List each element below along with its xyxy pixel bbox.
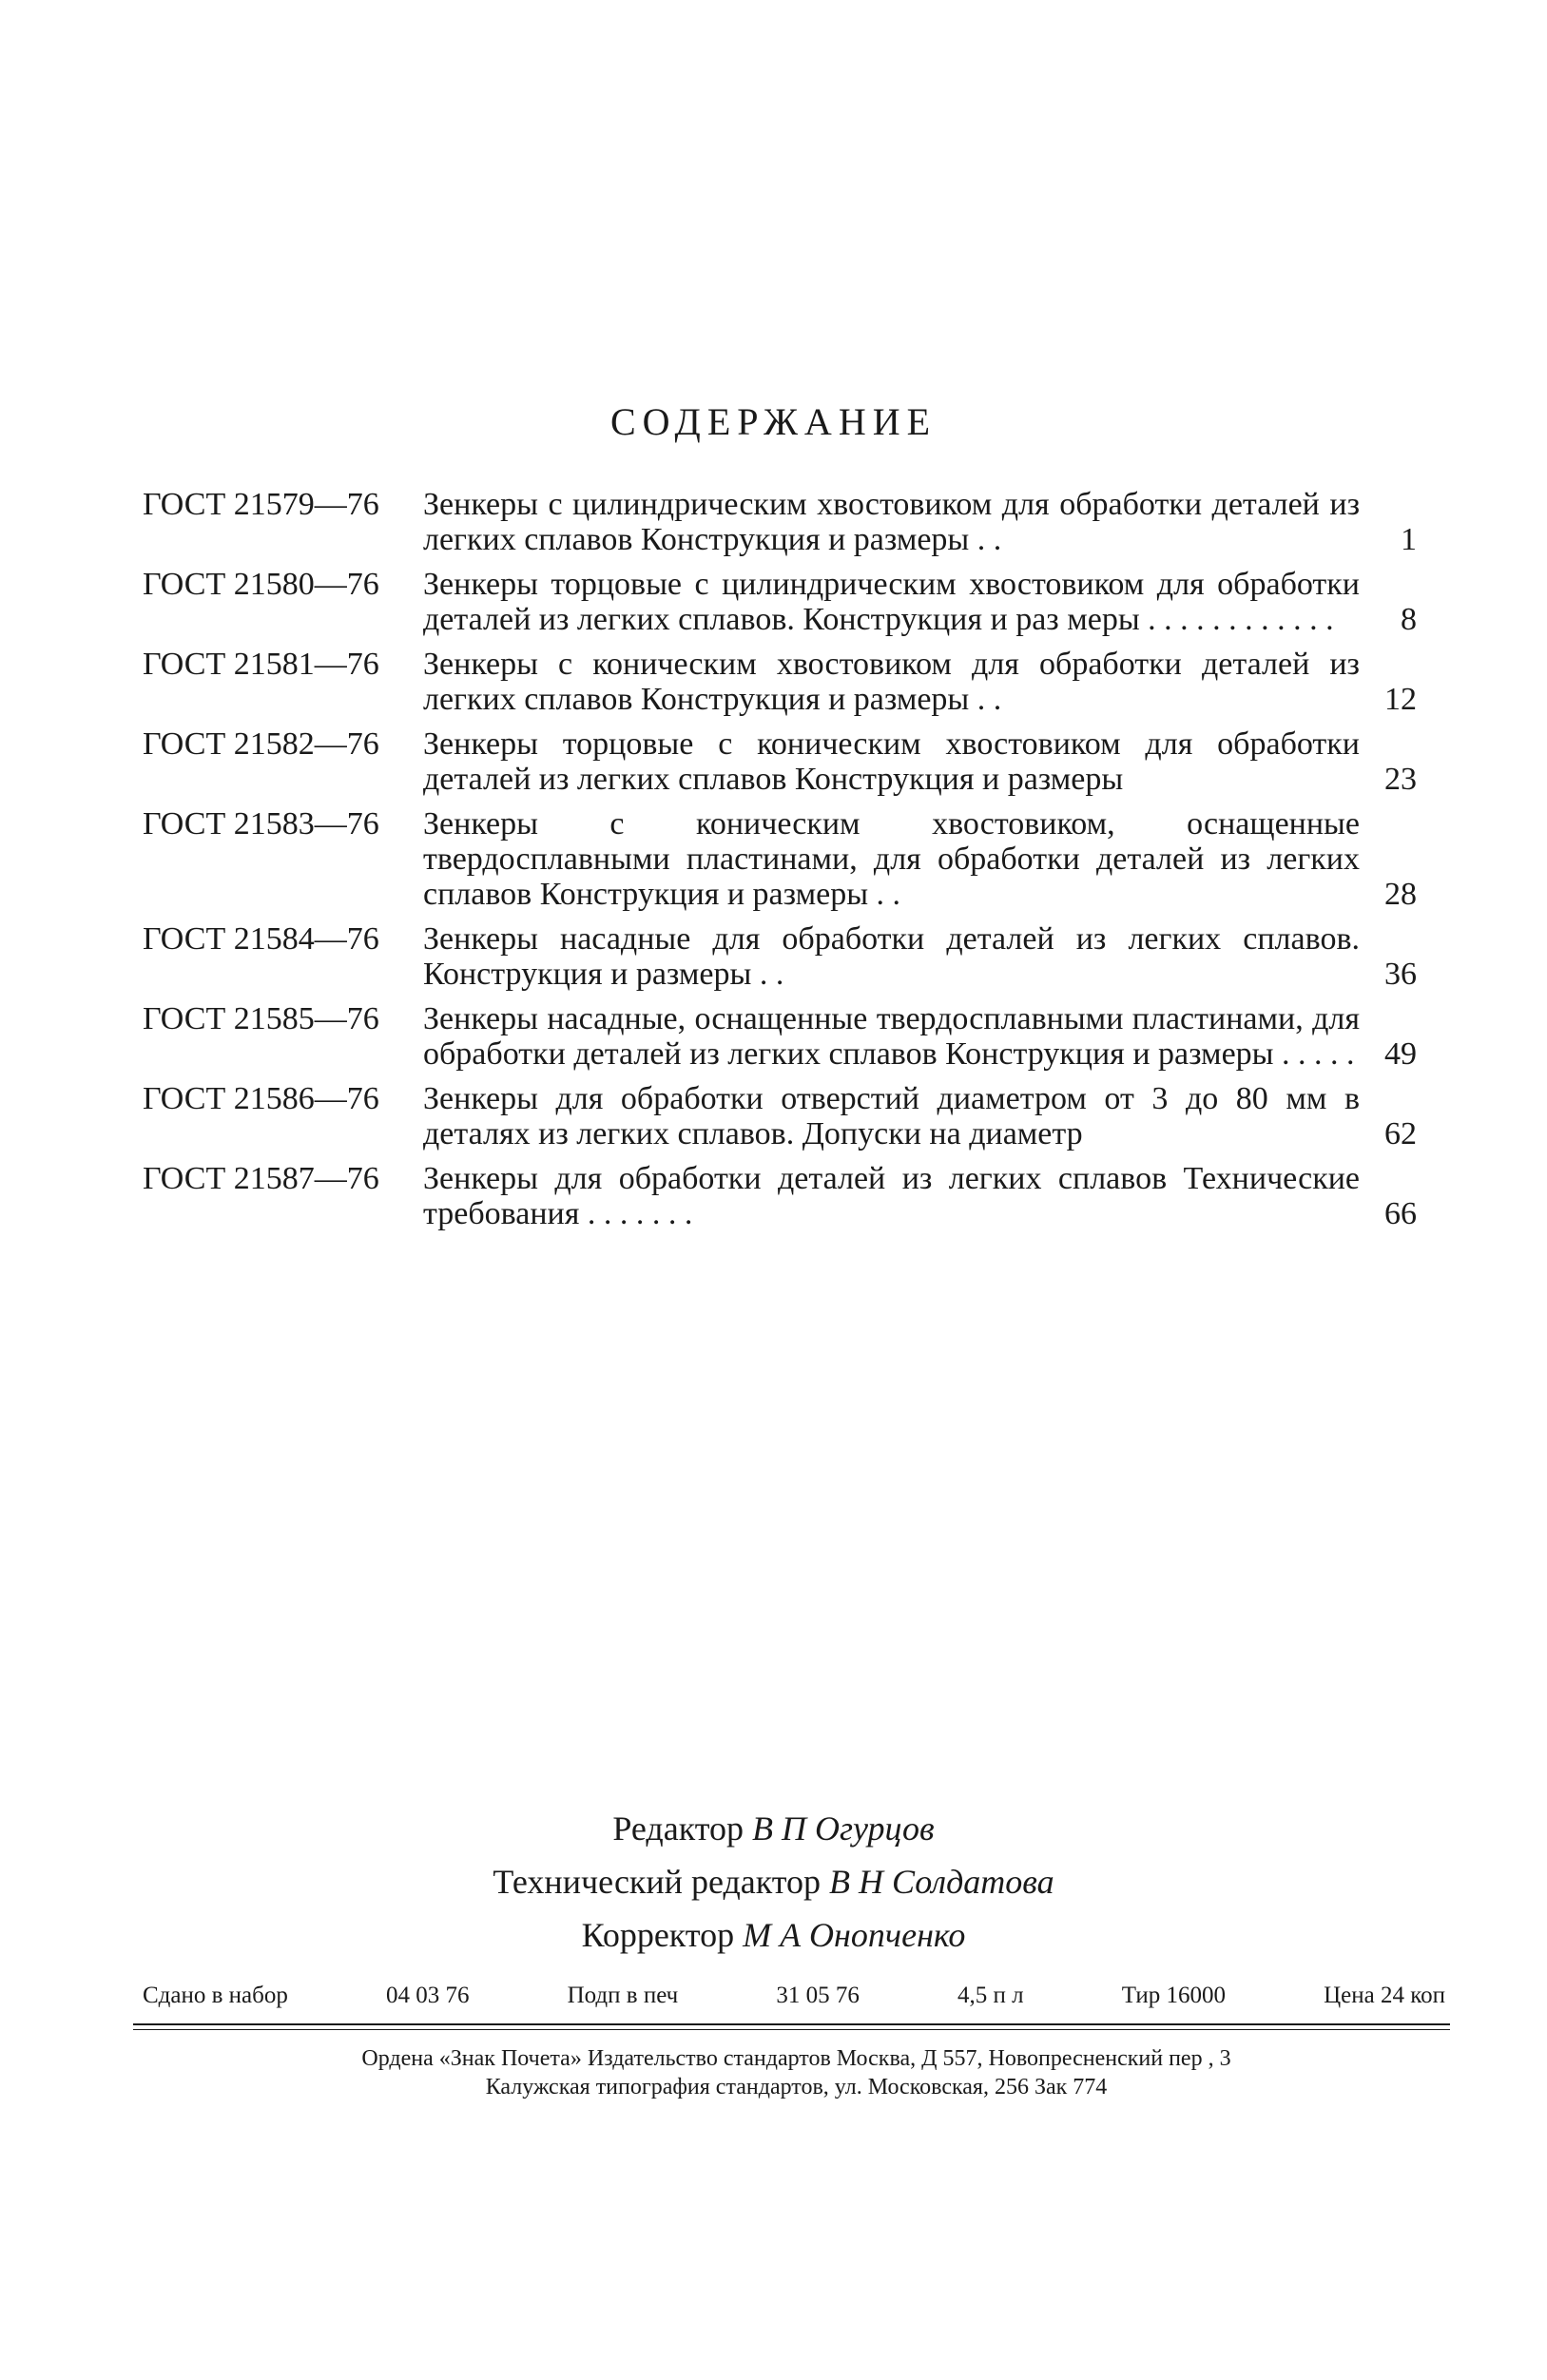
toc-entry-page: 12: [1384, 682, 1417, 717]
toc-entry-code: ГОСТ 21582—76: [143, 726, 379, 762]
toc-entry-page: 62: [1384, 1116, 1417, 1151]
toc-entry-title: Зенкеры с цилиндрическим хвостовиком для обработки деталей из легких сплавов Конструкция и размеры . .: [423, 487, 1360, 557]
editor-name: В П Огурцов: [752, 1809, 935, 1848]
publisher-line: Ордена «Знак Почета» Издательство стандартов Москва, Д 557, Новопресненский пер , 3: [361, 2046, 1231, 2071]
price: Цена 24 коп: [1324, 1983, 1445, 2008]
corrector-role: Корректор: [581, 1916, 735, 1954]
toc-entry-code: ГОСТ 21585—76: [143, 1001, 379, 1036]
circulation: Тир 16000: [1121, 1983, 1226, 2008]
editor-credit: [0, 1802, 1547, 1855]
toc-entry-page: 28: [1384, 877, 1417, 912]
toc-entry: [143, 487, 1417, 557]
publisher-imprint: [133, 2044, 1460, 2101]
toc-entry: [143, 806, 1417, 912]
toc-entry: [143, 726, 1417, 797]
signed-label: Подп в печ: [567, 1983, 679, 2008]
toc-entry-code: ГОСТ 21580—76: [143, 567, 379, 602]
toc-entry-title: Зенкеры для обработки отверстий диаметром от 3 до 80 мм в деталях из легких сплавов. Допуски на диаметр: [423, 1081, 1360, 1151]
toc-entry-code: ГОСТ 21584—76: [143, 921, 379, 957]
toc-entry: [143, 567, 1417, 637]
toc-entry-page: 8: [1401, 602, 1417, 637]
toc-entry: [143, 1161, 1417, 1231]
toc-entry: [143, 1001, 1417, 1072]
divider-rule: [133, 2023, 1450, 2025]
toc-entry-page: 66: [1384, 1196, 1417, 1231]
table-of-contents: [143, 487, 1417, 1241]
corrector-name: М А Онопченко: [743, 1916, 966, 1954]
toc-entry-page: 49: [1384, 1036, 1417, 1072]
toc-entry-page: 23: [1384, 762, 1417, 797]
toc-entry-code: ГОСТ 21579—76: [143, 487, 379, 522]
toc-entry-title: Зенкеры с коническим хвостовиком, оснащенные твердосплавными пластинами, для обработки деталей из легких сплавов Конструкция и размеры . .: [423, 806, 1360, 912]
divider-rule-thin: [133, 2029, 1450, 2030]
toc-entry-title: Зенкеры с коническим хвостовиком для обработки деталей из легких сплавов Конструкция и размеры . .: [423, 647, 1360, 717]
toc-entry: [143, 921, 1417, 992]
printing-house-line: Калужская типография стандартов, ул. Московская, 256 Зак 774: [485, 2075, 1108, 2099]
toc-entry-title: Зенкеры торцовые с коническим хвостовиком для обработки деталей из легких сплавов Конструкция и размеры: [423, 726, 1360, 797]
toc-entry-code: ГОСТ 21587—76: [143, 1161, 379, 1196]
toc-entry-code: ГОСТ 21583—76: [143, 806, 379, 842]
toc-entry-title: Зенкеры насадные, оснащенные твердосплавными пластинами, для обработки деталей из легких сплавов Конструкция и размеры . . . . .: [423, 1001, 1360, 1072]
typeset-date: 04 03 76: [385, 1983, 470, 2008]
tech-editor-name: В Н Солдатова: [829, 1863, 1054, 1901]
sheets-count: 4,5 п л: [957, 1983, 1024, 2008]
toc-entry-title: Зенкеры насадные для обработки деталей из легких сплавов. Конструкция и размеры . .: [423, 921, 1360, 992]
toc-entry-title: Зенкеры для обработки деталей из легких сплавов Технические требования . . . . . . .: [423, 1161, 1360, 1231]
signed-date: 31 05 76: [776, 1983, 860, 2008]
page-title: СОДЕРЖАНИЕ: [609, 400, 938, 443]
tech-editor-role: Технический редактор: [493, 1863, 822, 1901]
corrector-credit: [0, 1908, 1547, 1962]
toc-entry: [143, 647, 1417, 717]
print-info: [143, 1983, 1445, 2015]
tech-editor-credit: [0, 1855, 1547, 1908]
typeset-label: Сдано в набор: [143, 1983, 288, 2008]
toc-entry-page: 1: [1401, 522, 1417, 557]
credits: [0, 1802, 1547, 1962]
toc-entry: [143, 1081, 1417, 1151]
editor-role: Редактор: [612, 1809, 744, 1848]
toc-entry-page: 36: [1384, 957, 1417, 992]
toc-entry-code: ГОСТ 21581—76: [143, 647, 379, 682]
toc-entry-code: ГОСТ 21586—76: [143, 1081, 379, 1116]
toc-entry-title: Зенкеры торцовые с цилиндрическим хвостовиком для обработки деталей из легких сплавов. Конструкция и раз меры . . . . . . . . . . . .: [423, 567, 1360, 637]
